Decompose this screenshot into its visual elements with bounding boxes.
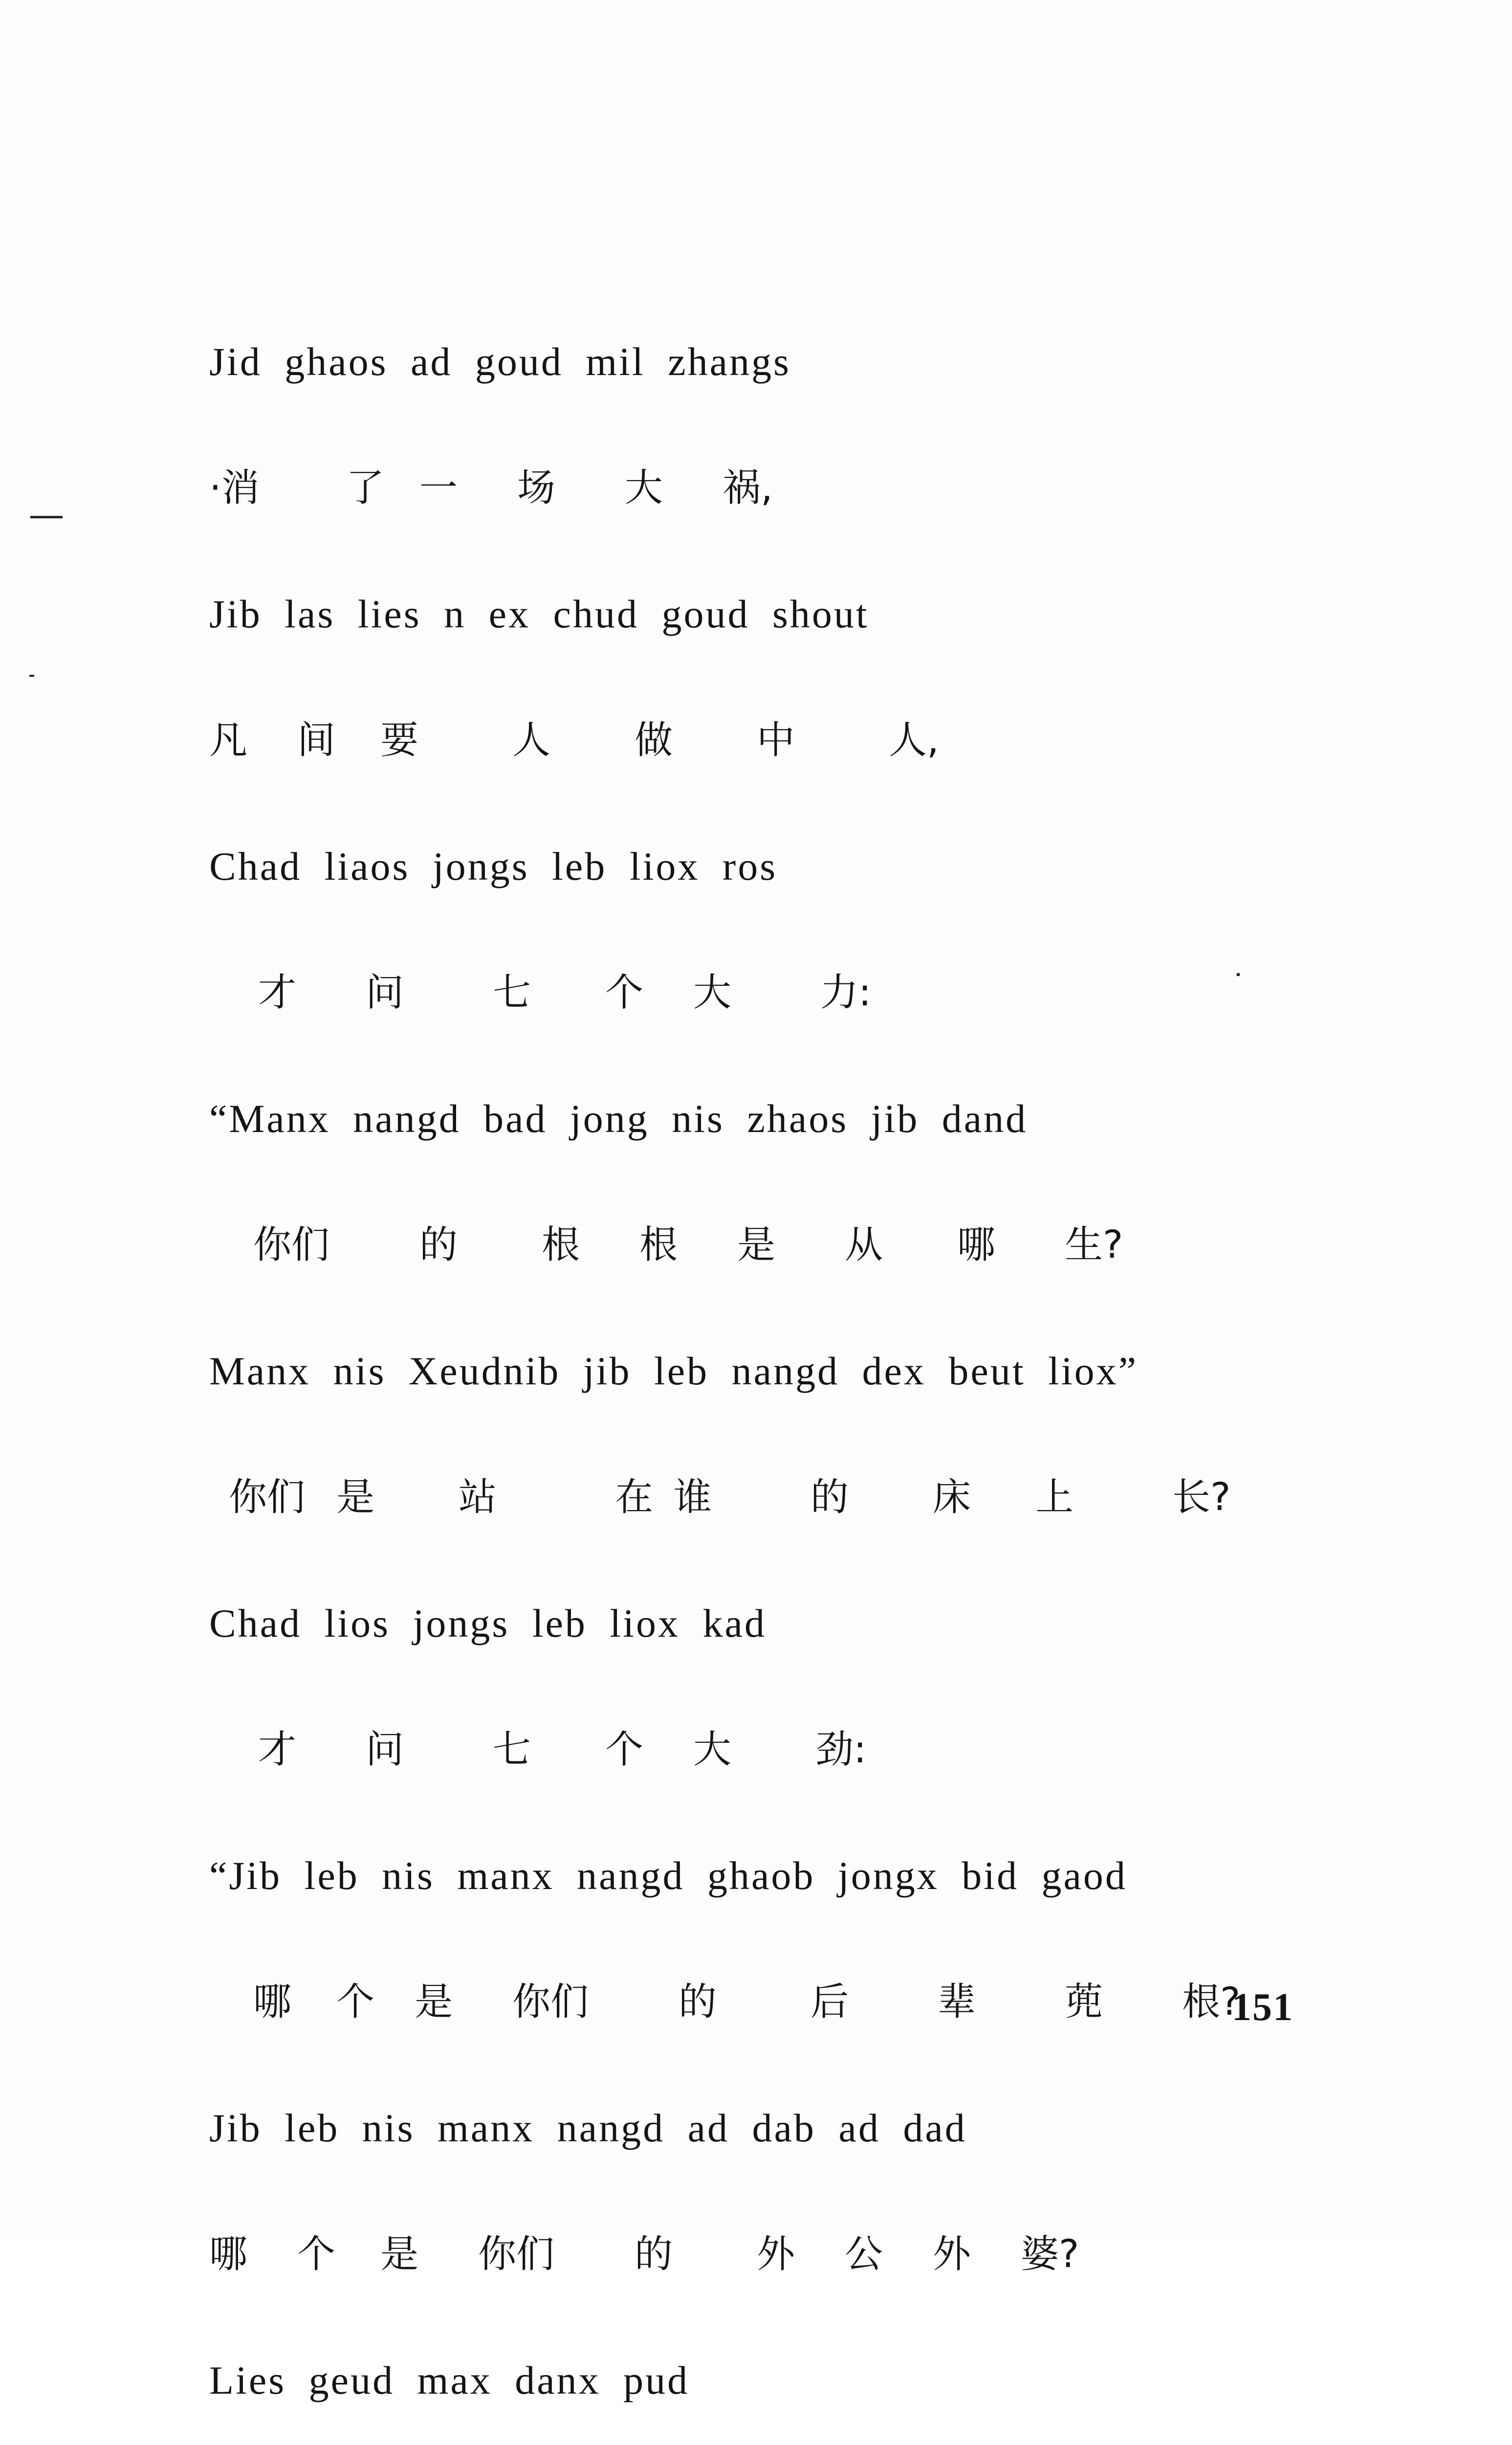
chinese-gloss-line (209, 691, 1309, 818)
gloss-word: 在 (615, 1475, 654, 1519)
gloss-word: 才 (258, 971, 297, 1015)
gloss-word: 是 (380, 2232, 419, 2276)
gloss-word: 外 (757, 2232, 795, 2276)
gloss-word: 七 (493, 1728, 531, 1772)
gloss-word: 的 (419, 1223, 458, 1267)
margin-mark (1237, 973, 1240, 976)
gloss-word: 力: (820, 971, 872, 1015)
gloss-word: 根? (1182, 1980, 1241, 2024)
miao-line: Jib leb nis manx nangd ad dab ad dad (209, 2106, 967, 2150)
gloss-word: 谁 (674, 1475, 712, 1519)
gloss-word: 七 (493, 971, 531, 1015)
gloss-word: 公 (845, 2232, 883, 2276)
gloss-word: 是 (336, 1475, 375, 1519)
gloss-word: 上 (1035, 1475, 1074, 1519)
gloss-word: 个 (605, 971, 644, 1015)
gloss-word: 才 (258, 1728, 297, 1772)
gloss-word: 你们 (478, 2232, 555, 2276)
miao-line: Jid ghaos ad goud mil zhangs (209, 339, 791, 384)
gloss-word: 了 (346, 466, 385, 510)
gloss-word: 人, (889, 718, 939, 762)
margin-mark (29, 675, 34, 677)
gloss-word: 个 (336, 1980, 375, 2024)
gloss-word: 问 (366, 971, 404, 1015)
gloss-word: 是 (415, 1980, 453, 2024)
gloss-word: 凡 (209, 718, 248, 762)
gloss-word: 劲: (815, 1728, 867, 1772)
gloss-word: 根 (639, 1223, 678, 1267)
gloss-word: 你们 (512, 1980, 589, 2024)
gloss-word: 从 (845, 1223, 883, 1267)
gloss-word: 个 (605, 1728, 644, 1772)
gloss-word: 辈 (938, 1980, 976, 2024)
gloss-word: 哪 (209, 2232, 248, 2276)
gloss-word: 后 (811, 1980, 849, 2024)
chinese-gloss-line (209, 944, 1309, 1070)
page-number: 151 (1232, 1986, 1293, 2029)
gloss-word: 大 (693, 971, 732, 1015)
gloss-word: 外 (933, 2232, 971, 2276)
gloss-word: 床 (933, 1475, 971, 1519)
gloss-word: 祸, (723, 466, 773, 510)
gloss-word: 的 (811, 1475, 849, 1519)
song-text (209, 313, 1309, 2445)
gloss-word: 蔸 (1065, 1980, 1103, 2024)
miao-line: Chad lios jongs leb liox kad (209, 1601, 767, 1645)
gloss-word: 站 (459, 1475, 497, 1519)
gloss-word: 间 (297, 718, 336, 762)
gloss-word: 问 (366, 1728, 404, 1772)
chinese-gloss-line (209, 1701, 1309, 1827)
chinese-gloss-line (209, 1448, 1309, 1575)
gloss-word: 大 (625, 466, 663, 510)
gloss-word: 哪 (253, 1980, 292, 2024)
gloss-word: 场 (517, 466, 556, 510)
gloss-word: 是 (737, 1223, 776, 1267)
gloss-word: 哪 (957, 1223, 996, 1267)
gloss-word: 根 (542, 1223, 580, 1267)
chinese-gloss-line (209, 1196, 1309, 1322)
gloss-word: 一 (419, 466, 458, 510)
gloss-word: 的 (679, 1980, 717, 2024)
gloss-word: 你们 (253, 1223, 330, 1267)
miao-line: “Manx nangd bad jong nis zhaos jib dand (209, 1096, 1028, 1141)
miao-line: “Jib leb nis manx nangd ghaob jongx bid gaod (209, 1853, 1127, 1898)
gloss-word: 中 (757, 718, 795, 762)
gloss-word: 生? (1065, 1223, 1123, 1267)
gloss-word: 的 (635, 2232, 673, 2276)
chinese-gloss-line (209, 439, 1309, 565)
gloss-word: 大 (693, 1728, 732, 1772)
gloss-word: 要 (380, 718, 419, 762)
chinese-gloss-line (209, 2205, 1309, 2332)
chinese-gloss-line (209, 1953, 1309, 2079)
gloss-word: 你们 (229, 1475, 306, 1519)
miao-line: Lies geud max danx pud (209, 2358, 690, 2402)
gloss-word: 做 (635, 718, 673, 762)
miao-line: Jib las lies n ex chud goud shout (209, 592, 869, 636)
gloss-word: 长? (1172, 1475, 1231, 1519)
margin-mark (30, 516, 63, 518)
miao-line: Chad liaos jongs leb liox ros (209, 844, 778, 889)
gloss-word: 人 (512, 718, 551, 762)
miao-line: Manx nis Xeudnib jib leb nangd dex beut liox” (209, 1349, 1139, 1393)
gloss-word: 个 (297, 2232, 336, 2276)
gloss-word: ·消 (209, 466, 260, 510)
gloss-word: 婆? (1021, 2232, 1079, 2276)
